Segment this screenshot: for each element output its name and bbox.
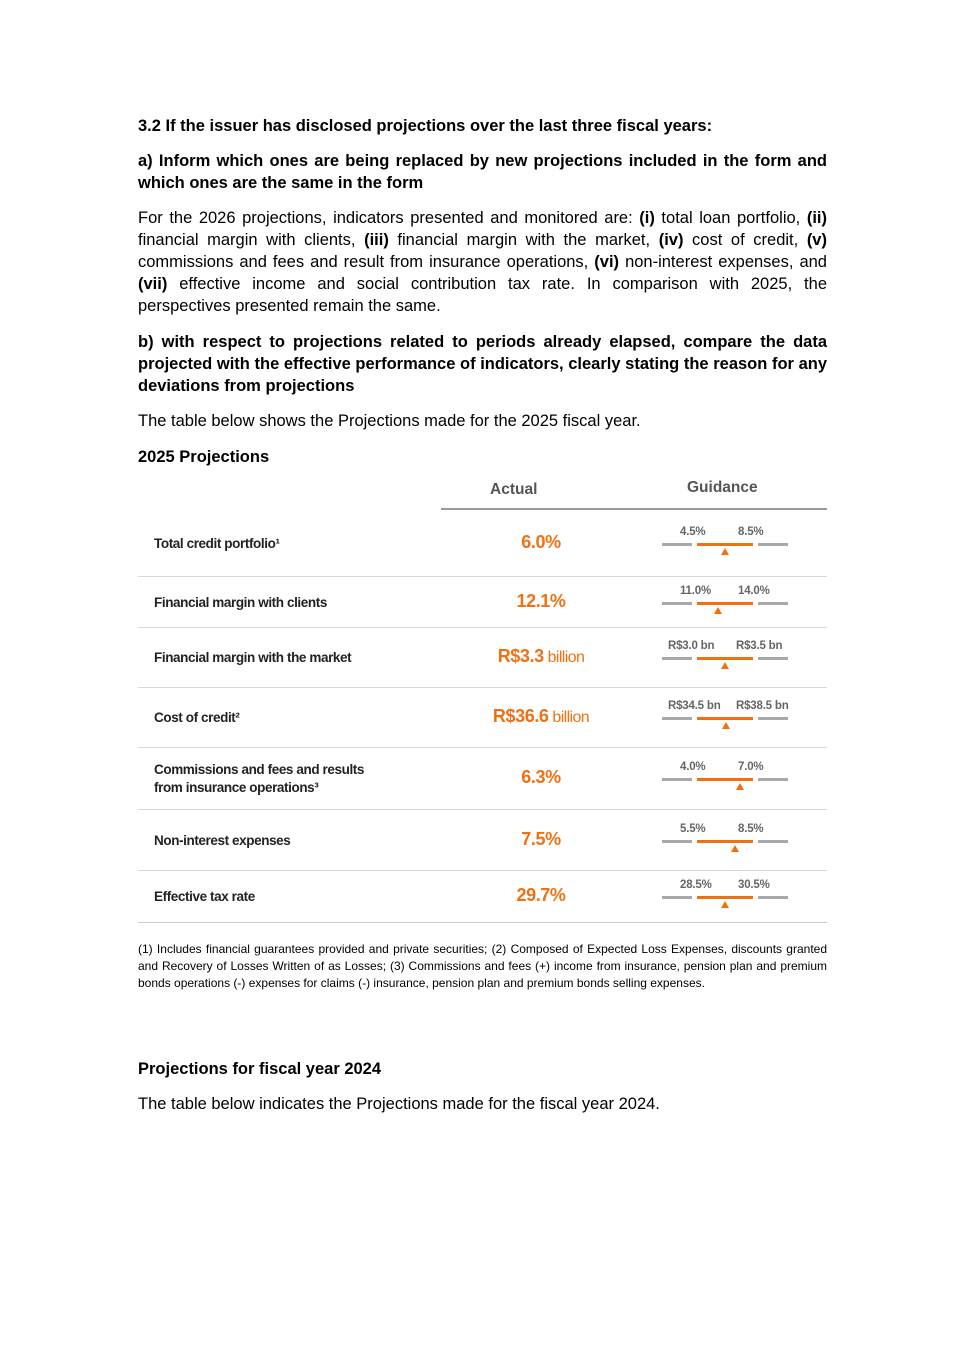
actual-number: 29.7% — [516, 885, 566, 905]
guidance-low: 28.5% — [680, 879, 712, 891]
guidance-high: 7.0% — [738, 761, 764, 773]
actual-number: 6.0% — [521, 531, 561, 552]
guidance-range-bar — [697, 543, 753, 546]
subsection-b-paragraph: The table below shows the Projections made for the 2025 fiscal year. — [138, 412, 641, 430]
guidance-outer-bar — [662, 657, 692, 660]
indicator-numeral: (v) — [806, 231, 827, 249]
projections-2025-title: 2025 Projections — [138, 448, 270, 466]
table-row — [138, 810, 827, 871]
guidance-low: 4.0% — [680, 761, 706, 773]
row-actual-value — [441, 885, 641, 906]
actual-number: 7.5% — [521, 828, 561, 849]
guidance-outer-bar — [758, 543, 788, 546]
actual-number: R$36.6 — [492, 706, 549, 726]
guidance-gauge — [660, 879, 790, 919]
paragraph-text: financial margin with the market, — [388, 231, 659, 249]
guidance-outer-bar — [758, 717, 788, 720]
row-label: Commissions and fees and results from insurance operations³ — [154, 762, 365, 795]
paragraph-text: For the 2026 projections, indicators presented and monitored are: — [138, 209, 640, 227]
guidance-high: 14.0% — [738, 584, 770, 597]
column-header-actual: Actual — [490, 481, 538, 498]
row-divider — [138, 922, 827, 923]
table-row — [138, 688, 827, 748]
actual-marker-icon — [721, 662, 729, 669]
guidance-low: R$3.0 bn — [668, 640, 715, 652]
table-row — [138, 871, 827, 923]
indicator-numeral: (iv) — [658, 231, 684, 249]
table-row — [138, 628, 827, 688]
actual-unit: billion — [543, 649, 585, 666]
paragraph-text: commissions and fees and result from insurance operations, — [138, 253, 595, 271]
guidance-outer-bar — [662, 543, 692, 546]
table-footnote: (1) Includes financial guarantees provided and private securities; (2) Composed of Expected Loss Expenses, discounts granted and Recovery of Losses Written of as Losses; (3) Commissions and fees (+) income from insurance, pension plan and premium bonds operations (-) expenses for claims (-) insurance, pension plan and premium bonds selling expenses. — [138, 942, 827, 990]
guidance-range-bar — [697, 778, 753, 781]
paragraph-text: effective income and social contribution tax rate. In comparison with 2025, the perspectives presented remain the same. — [138, 275, 827, 315]
guidance-outer-bar — [662, 840, 692, 843]
actual-marker-icon — [714, 607, 722, 614]
indicator-numeral: (i) — [639, 209, 655, 227]
table-row — [138, 510, 827, 577]
subsection-a-heading: a) Inform which ones are being replaced by new projections included in the form and which ones are the same in the form — [138, 152, 827, 192]
row-label: Non-interest expenses — [154, 832, 291, 848]
actual-marker-icon — [721, 548, 729, 555]
projections-2024-title: Projections for fiscal year 2024 — [138, 1060, 382, 1078]
subsection-a-paragraph — [138, 207, 827, 317]
guidance-outer-bar — [758, 657, 788, 660]
actual-marker-icon — [731, 845, 739, 852]
paragraph-text: total loan portfolio, — [654, 209, 807, 227]
guidance-range-bar — [697, 896, 753, 899]
guidance-range-bar — [697, 840, 753, 843]
table-row — [138, 748, 827, 810]
row-actual-value — [441, 591, 641, 612]
guidance-high: 8.5% — [738, 525, 764, 538]
indicator-numeral: (iii) — [364, 231, 389, 249]
guidance-outer-bar — [758, 896, 788, 899]
row-label: Total credit portfolio¹ — [154, 535, 280, 551]
subsection-b-heading: b) with respect to projections related to periods already elapsed, compare the data projected with the effective performance of indicators, clearly stating the reason for any deviations from projections — [138, 333, 827, 395]
row-actual-value — [441, 532, 641, 553]
actual-marker-icon — [736, 783, 744, 790]
guidance-gauge — [660, 585, 790, 625]
guidance-low: R$34.5 bn — [668, 700, 721, 712]
row-actual-value — [441, 767, 641, 788]
guidance-outer-bar — [758, 602, 788, 605]
guidance-outer-bar — [662, 602, 692, 605]
guidance-outer-bar — [662, 896, 692, 899]
table-row — [138, 577, 827, 628]
guidance-gauge — [660, 700, 790, 740]
guidance-low: 4.5% — [680, 525, 706, 538]
guidance-gauge — [660, 640, 790, 680]
guidance-high: R$3.5 bn — [736, 640, 783, 652]
guidance-high: 30.5% — [738, 879, 770, 891]
projections-table — [138, 470, 827, 925]
indicator-numeral: (vii) — [138, 275, 168, 293]
guidance-outer-bar — [758, 840, 788, 843]
guidance-low: 5.5% — [680, 822, 706, 835]
column-header-guidance: Guidance — [687, 479, 758, 496]
guidance-gauge — [660, 823, 790, 863]
guidance-gauge — [660, 526, 790, 566]
projections-2024-paragraph: The table below indicates the Projections made for the fiscal year 2024. — [138, 1095, 660, 1113]
row-actual-value — [441, 706, 641, 727]
actual-marker-icon — [721, 901, 729, 908]
actual-number: 12.1% — [516, 590, 566, 611]
row-label: Cost of credit² — [154, 710, 240, 725]
guidance-outer-bar — [662, 717, 692, 720]
guidance-gauge — [660, 761, 790, 801]
row-actual-value — [441, 829, 641, 850]
guidance-low: 11.0% — [680, 584, 711, 597]
row-actual-value — [441, 646, 641, 667]
guidance-high: 8.5% — [738, 822, 764, 835]
row-label: Financial margin with clients — [154, 594, 327, 610]
section-title: 3.2 If the issuer has disclosed projections over the last three fiscal years: — [138, 117, 713, 135]
guidance-high: R$38.5 bn — [736, 700, 789, 712]
row-label: Financial margin with the market — [154, 650, 352, 665]
indicator-numeral: (vi) — [594, 253, 620, 271]
guidance-range-bar — [697, 602, 753, 605]
actual-marker-icon — [722, 722, 730, 729]
guidance-outer-bar — [758, 778, 788, 781]
paragraph-text: cost of credit, — [683, 231, 807, 249]
guidance-range-bar — [697, 657, 753, 660]
paragraph-text: financial margin with clients, — [138, 231, 365, 249]
actual-number: 6.3% — [521, 767, 561, 787]
guidance-outer-bar — [662, 778, 692, 781]
guidance-range-bar — [697, 717, 753, 720]
indicator-numeral: (ii) — [806, 209, 827, 227]
row-label: Effective tax rate — [154, 889, 255, 904]
paragraph-text: non-interest expenses, and — [619, 253, 827, 271]
actual-number: R$3.3 — [497, 646, 544, 666]
actual-unit: billion — [548, 709, 590, 726]
